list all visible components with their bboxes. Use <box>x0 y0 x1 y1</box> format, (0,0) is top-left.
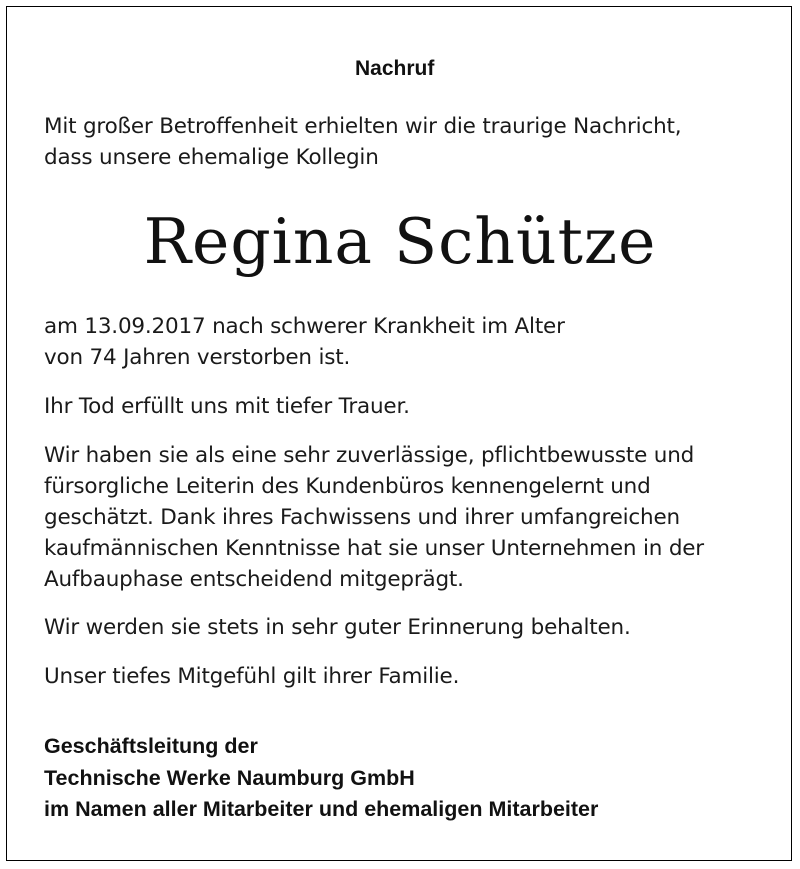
deceased-name: Regina Schütze <box>143 205 657 278</box>
death-line: am 13.09.2017 nach schwerer Krankheit im Alter <box>44 314 565 339</box>
death-line: von 74 Jahren verstorben ist. <box>44 345 351 370</box>
tribute-line: Wir haben sie als eine sehr zuverlässige, pflichtbewusste und <box>44 443 695 468</box>
tribute-line: fürsorgliche Leiterin des Kundenbüros kennengelernt und <box>44 474 651 499</box>
tribute-line: kaufmännischen Kenntnisse hat sie unser Unternehmen in der <box>44 536 704 561</box>
intro-line: dass unsere ehemalige Kollegin <box>44 145 379 170</box>
death-paragraph <box>44 311 565 373</box>
intro-paragraph <box>44 111 681 173</box>
memory-paragraph <box>44 612 631 643</box>
grief-paragraph <box>44 391 410 422</box>
grief-line: Ihr Tod erfüllt uns mit tiefer Trauer. <box>44 394 410 419</box>
signature-line: Geschäftsleitung der <box>44 734 258 758</box>
signature-line: im Namen aller Mitarbeiter und ehemaligen Mitarbeiter <box>44 797 599 821</box>
tribute-line: Aufbauphase entscheidend mitgeprägt. <box>44 567 464 592</box>
sympathy-paragraph <box>44 661 459 692</box>
signature-block <box>44 731 598 826</box>
signature-line: Technische Werke Naumburg GmbH <box>44 765 415 790</box>
tribute-paragraph <box>44 440 704 595</box>
tribute-line: geschätzt. Dank ihres Fachwissens und ihrer umfangreichen <box>44 505 680 530</box>
notice-heading: Nachruf <box>355 57 435 80</box>
memory-line: Wir werden sie stets in sehr guter Erinnerung behalten. <box>44 615 631 640</box>
intro-line: Mit großer Betroffenheit erhielten wir die traurige Nachricht, <box>44 114 682 139</box>
sympathy-line: Unser tiefes Mitgefühl gilt ihrer Familie. <box>44 664 460 689</box>
